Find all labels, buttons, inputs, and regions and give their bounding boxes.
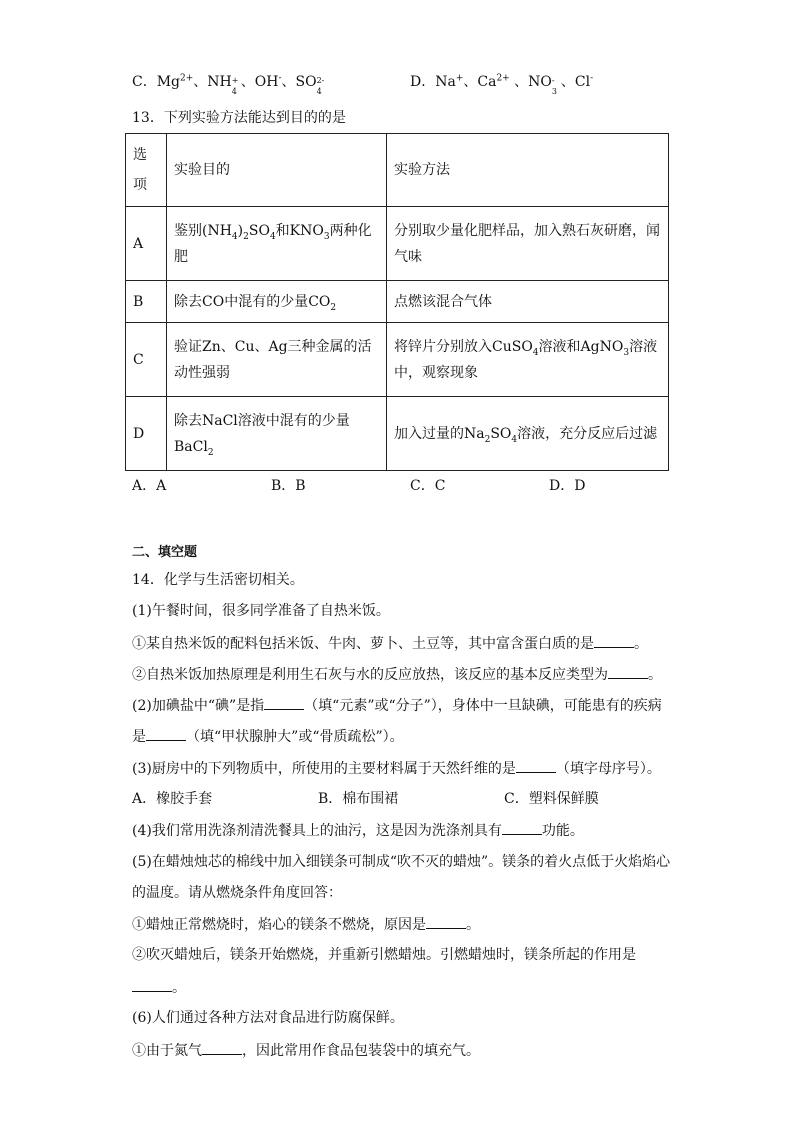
table-row [126,281,669,323]
table-row [126,207,669,281]
answer-blank[interactable] [502,820,542,835]
question-14-stem: 14．化学与生活密切相关。 [132,572,304,588]
choice-d: D．D [549,478,586,494]
header-option: 选 项 [126,134,167,207]
row-option: C [126,323,167,397]
q14-part6: (6)人们通过各种方法对食品进行防腐保鲜。 [132,1010,404,1026]
q14-part1: (1)午餐时间，很多同学准备了自热米饭。 [132,603,390,619]
row-purpose: 除去CO中混有的少量$CO_2$ [167,281,387,323]
row-option: D [126,397,167,471]
answer-blank[interactable] [426,914,466,929]
q14-part2-line1: (2)加碘盐中“碘”是指 （填“元素”或“分子”），身体中一旦缺碘，可能患有的疾病 [132,695,662,716]
q14-part5b-answer: 。 [132,977,186,998]
option-d: D．Na+、$Ca^{2+}$ 、NO - 3 、Cl- [410,73,594,96]
table-header-row [126,134,669,207]
row-method: 分别取少量化肥样品，加入熟石灰研磨，闻气味 [387,207,669,281]
row-method: 加入过量的$Na_2SO_4$溶液，充分反应后过滤 [387,397,669,471]
question-13-stem: 13．下列实验方法能达到目的的是 [132,110,346,126]
choice-a: A．A [132,478,167,494]
q14-part5-line2: 的温度。请从燃烧条件角度回答： [132,885,342,901]
answer-blank[interactable] [516,758,556,773]
q14-part4: (4)我们常用洗涤剂清洗餐具上的油污，这是因为洗涤剂具有 功能。 [132,820,584,841]
q14-part6a: ①由于氮气 ，因此常用作食品包装袋中的填充气。 [132,1040,480,1061]
row-method: 将锌片分别放入CuSO$_4$溶液和AgNO$_3$溶液中，观察现象 [387,323,669,397]
row-purpose: 除去NaCl溶液中混有的少量BaCl$_2$ [167,397,387,471]
row-option: B [126,281,167,323]
q14-part1b: ②自热米饭加热原理是利用生石灰与水的反应放热，该反应的基本反应类型为 。 [132,664,662,685]
q14-part5-line1: (5)在蜡烛烛芯的棉线中加入细镁条可制成“吹不灭的蜡烛”。镁条的着火点低于火焰焰心 [132,854,671,870]
choice-c: C．C [410,478,446,494]
q14-part1a: ①某自热米饭的配料包括米饭、牛肉、萝卜、土豆等，其中富含蛋白质的是 。 [132,633,648,654]
answer-blank[interactable] [202,1040,242,1055]
answer-blank[interactable] [594,633,634,648]
q14-part5a: ①蜡烛正常燃烧时，焰心的镁条不燃烧，原因是 。 [132,914,480,935]
answer-blank[interactable] [264,695,304,710]
row-purpose: 鉴别$(NH_4)_2SO_4$和$KNO_3$两种化肥 [167,207,387,281]
answer-blank[interactable] [608,664,648,679]
q14-part5b: ②吹灭蜡烛后，镁条开始燃烧，并重新引燃蜡烛。引燃蜡烛时，镁条所起的作用是 [132,947,636,963]
answer-blank[interactable] [146,726,186,741]
header-method: 实验方法 [387,134,669,207]
row-purpose: 验证Zn、Cu、Ag三种金属的活动性强弱 [167,323,387,397]
q14-p3-option-a: A．橡胶手套 [132,791,213,807]
row-method: 点燃该混合气体 [387,281,669,323]
q14-part2-line2: 是 （填“甲状腺肿大”或“骨质疏松”）。 [132,726,404,747]
q14-p3-option-b: B．棉布围裙 [318,791,399,807]
table-row [126,323,669,397]
q14-part3: (3)厨房中的下列物质中，所使用的主要材料属于天然纤维的是 （填字母序号）。 [132,758,661,779]
experiment-table [125,133,669,471]
table-row [126,397,669,471]
q14-p3-option-c: C．塑料保鲜膜 [504,791,599,807]
choice-b: B．B [271,478,306,494]
header-purpose: 实验目的 [167,134,387,207]
option-c: C．$Mg^{2+}$、NH + 4 、OH-、SO 2- 4 [132,73,325,96]
row-option: A [126,207,167,281]
answer-blank[interactable] [132,977,172,992]
section-title: 二、填空题 [132,545,198,560]
